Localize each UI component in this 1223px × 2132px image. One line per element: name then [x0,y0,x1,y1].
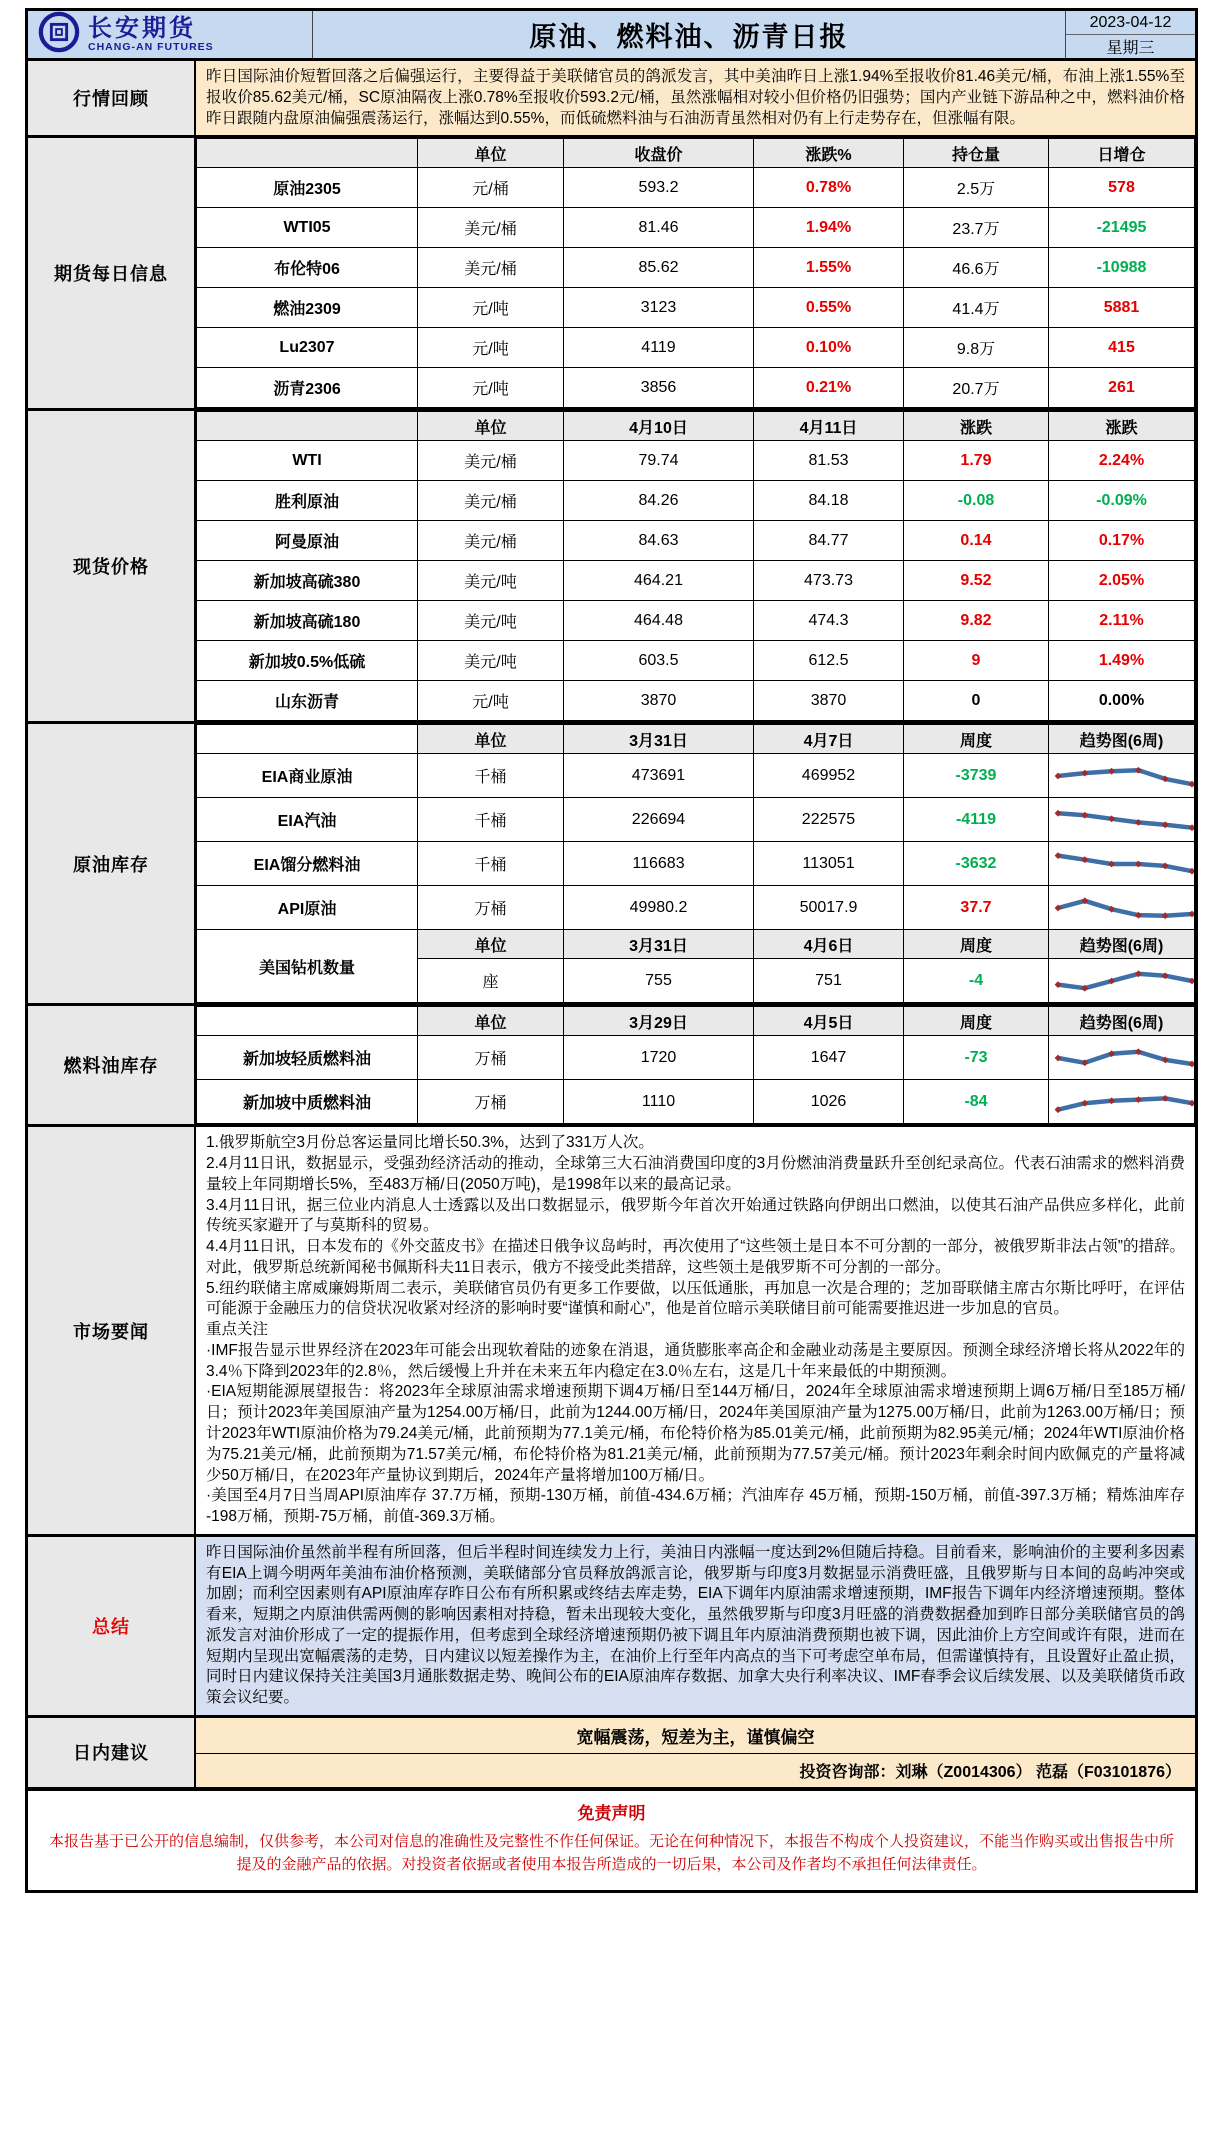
col-header-day1: 3月29日 [564,1007,754,1036]
col-header-oi-change: 日增仓 [1049,139,1195,168]
instrument-name: 新加坡高硫380 [197,561,418,601]
news-paragraph: 4.4月11日讯，日本发布的《外交蓝皮书》在描述日俄争议岛屿时，再次使用了“这些领土是日本不可分割的一部分，被俄罗斯非法占领”的措辞。对此，俄罗斯总统新闻秘书佩斯科夫11日表示，俄方不接受此类措辞，这些领土是俄罗斯不可分割的一部分。 [206,1238,1185,1276]
unit: 美元/桶 [418,481,564,521]
section-label-futures-daily: 期货每日信息 [28,138,196,408]
close-price: 593.2 [564,168,754,208]
instrument-name: 布伦特06 [197,248,418,288]
col-header-day2: 4月6日 [754,930,904,959]
open-interest: 41.4万 [904,288,1049,328]
inventory-name: API原油 [197,886,418,930]
disclaimer-title: 免责声明 [577,1803,646,1823]
change-abs: -0.08 [904,481,1049,521]
unit: 美元/桶 [418,248,564,288]
open-interest: 23.7万 [904,208,1049,248]
table-header-row [197,139,1195,168]
unit: 座 [418,959,564,1003]
unit: 美元/吨 [418,601,564,641]
change-percent: 0.17% [1049,521,1195,561]
col-header-day2: 4月5日 [754,1007,904,1036]
change-percent: 2.05% [1049,561,1195,601]
summary-text: 昨日国际油价虽然前半程有所回落，但后半程时间连续发力上行，美油日内涨幅一度达到2%但随后持稳。目前看来，影响油价的主要利多因素有EIA上调今明两年美油布油价格预测，美联储部分官员释放鸽派言论，俄罗斯与印度3月数据显示消费旺盛，且俄罗斯与日本间的岛屿冲突或加剧；而利空因素则有API原油库存昨日公布有所积累或终结去库走势，EIA下调年内原油需求增速预期，IMF报告下调年内经济增速预期。整体看来，短期之内原油供需两侧的影响因素相对持稳，暂未出现较大变化，虽然俄罗斯与印度3月旺盛的消费数据叠加到昨日部分美联储官员的鸽派发言对油价形成了一定的提振作用，但考虑到全球经济增速预期仍被下调且年内原油消费预期也被下调，因此油价上方空间或许有限，进而在短期内呈现出宽幅震荡的走势，日内建议以短差操作为主，在油价上行至年内高点的当下可考虑空单布局，但需谨慎持有，且设置好止盈止损，同时日内建议保持关注美国3月通胀数据走势、晚间公布的EIA原油库存数据、加拿大央行利率决议、IMF春季会议后续发展、以及美联储货币政策会议纪要。 [196,1537,1195,1715]
section-label-intraday-advice: 日内建议 [28,1718,196,1787]
market-review-text: 昨日国际油价短暂回落之后偏强运行，主要得益于美联储官员的鸽派发言，其中美油昨日上涨1.94%至报收价81.46美元/桶，布油上涨1.55%至报收价85.62美元/桶，SC原油隔夜上涨0.78%至报收价593.2元/桶，虽然涨幅相对较小但价格仍旧强势；国内产业链下游品种之中，燃料油价格昨日跟随内盘原油偏强震荡运行，涨幅达到0.55%，而低硫燃料油与石油沥青虽然相对仍有上行走势存在，但涨幅有限。 [196,61,1195,135]
inventory-name: 新加坡中质燃料油 [197,1080,418,1124]
section-fuel-inventory [28,1003,1195,1124]
news-focus-paragraph: ·IMF报告显示世界经济在2023年可能会出现软着陆的迹象在消退，通货膨胀率高企和金融业动荡是主要原因。预测全球经济增长将从2022年的3.4％下降到2023年的2.8％，然后缓慢上升并在未来五年内稳定在3.0％左右，这是几十年来最低的中期预测。 [206,1341,1185,1380]
col-header-unit: 单位 [418,725,564,754]
unit: 千桶 [418,754,564,798]
instrument-name: 原油2305 [197,168,418,208]
inventory-day1: 226694 [564,798,754,842]
section-summary [28,1534,1195,1715]
coin-logo-icon [38,11,80,58]
col-header-unit: 单位 [418,930,564,959]
unit: 千桶 [418,842,564,886]
weekly-change: 37.7 [904,886,1049,930]
change-percent: 2.11% [1049,601,1195,641]
table-row [197,368,1195,408]
price-day2: 612.5 [754,641,904,681]
daily-oi-change: 5881 [1049,288,1195,328]
close-price: 85.62 [564,248,754,288]
price-day1: 84.26 [564,481,754,521]
trend-chart [1049,842,1195,886]
section-market-news [28,1124,1195,1534]
inventory-day1: 1110 [564,1080,754,1124]
col-header-day1: 4月10日 [564,412,754,441]
section-crude-inventory [28,721,1195,1003]
weekly-change: -84 [904,1080,1049,1124]
price-day2: 474.3 [754,601,904,641]
section-market-review [28,61,1195,135]
table-row [197,561,1195,601]
section-label-crude-inventory: 原油库存 [28,724,196,1003]
col-header-change: 涨跌 [904,412,1049,441]
trend-chart [1049,1036,1195,1080]
trend-chart [1049,1080,1195,1124]
col-header-close: 收盘价 [564,139,754,168]
change-percent: 0.21% [754,368,904,408]
report-sheet [25,8,1198,1893]
inventory-day1: 116683 [564,842,754,886]
unit: 美元/吨 [418,561,564,601]
news-paragraph: 1.俄罗斯航空3月份总客运量同比增长50.3%，达到了331万人次。 [206,1134,654,1152]
price-day1: 603.5 [564,641,754,681]
rig-count-name: 美国钻机数量 [197,930,418,1003]
change-percent: 1.94% [754,208,904,248]
open-interest: 20.7万 [904,368,1049,408]
inventory-name: EIA馏分燃料油 [197,842,418,886]
col-header-change-pct: 涨跌 [1049,412,1195,441]
col-header-unit: 单位 [418,1007,564,1036]
table-row [197,798,1195,842]
instrument-name: 山东沥青 [197,681,418,721]
open-interest: 2.5万 [904,168,1049,208]
table-row [197,886,1195,930]
price-day2: 84.77 [754,521,904,561]
close-price: 3123 [564,288,754,328]
market-news-text [196,1127,1195,1534]
trend-chart [1049,959,1195,1003]
report-date: 2023-04-12 [1066,11,1195,35]
table-row [197,842,1195,886]
price-day1: 3870 [564,681,754,721]
close-price: 81.46 [564,208,754,248]
inventory-name: EIA汽油 [197,798,418,842]
instrument-name: WTI05 [197,208,418,248]
section-label-market-news: 市场要闻 [28,1127,196,1534]
col-header-day2: 4月11日 [754,412,904,441]
unit: 元/吨 [418,328,564,368]
weekly-change: -4 [904,959,1049,1003]
inventory-day2: 113051 [754,842,904,886]
change-abs: 9.52 [904,561,1049,601]
section-label-market-review: 行情回顾 [28,61,196,135]
table-row [197,248,1195,288]
crude-inventory-table [196,724,1195,1003]
daily-oi-change: 261 [1049,368,1195,408]
disclaimer-text: 本报告基于已公开的信息编制，仅供参考，本公司对信息的准确性及完整性不作任何保证。无论在何种情况下，本报告不构成个人投资建议，不能当作购买或出售报告中所提及的金融产品的依据。对投资者依据或者使用本报告所造成的一切后果，本公司及作者均不承担任何法律责任。 [48,1832,1174,1874]
col-header-day1: 3月31日 [564,725,754,754]
table-row [197,481,1195,521]
table-row [197,1036,1195,1080]
unit: 美元/吨 [418,641,564,681]
price-day1: 464.48 [564,601,754,641]
change-percent: 1.55% [754,248,904,288]
inventory-day1: 1720 [564,1036,754,1080]
inventory-day1: 49980.2 [564,886,754,930]
col-header-trend: 趋势图(6周) [1049,1007,1195,1036]
table-row [197,641,1195,681]
section-futures-daily [28,135,1195,408]
disclaimer [28,1787,1195,1891]
change-abs: 0.14 [904,521,1049,561]
price-day2: 3870 [754,681,904,721]
unit: 千桶 [418,798,564,842]
price-day2: 84.18 [754,481,904,521]
table-row [197,168,1195,208]
inventory-name: 新加坡轻质燃料油 [197,1036,418,1080]
company-name: 长安期货 [88,14,196,42]
unit: 元/吨 [418,288,564,328]
unit: 万桶 [418,1080,564,1124]
inventory-name: EIA商业原油 [197,754,418,798]
change-percent: 2.24% [1049,441,1195,481]
price-day2: 473.73 [754,561,904,601]
section-label-fuel-inventory: 燃料油库存 [28,1006,196,1124]
close-price: 4119 [564,328,754,368]
table-row [197,328,1195,368]
section-label-summary: 总结 [28,1537,196,1715]
change-percent: 0.78% [754,168,904,208]
col-header-weekly: 周度 [904,1007,1049,1036]
open-interest: 9.8万 [904,328,1049,368]
futures-table [196,138,1195,408]
col-header-weekly: 周度 [904,930,1049,959]
instrument-name: 新加坡高硫180 [197,601,418,641]
col-header-unit: 单位 [418,139,564,168]
table-row [197,288,1195,328]
intraday-advice-box [196,1718,1195,1787]
daily-oi-change: 578 [1049,168,1195,208]
weekly-change: -4119 [904,798,1049,842]
weekly-change: -3739 [904,754,1049,798]
change-percent: 0.10% [754,328,904,368]
advice-text: 宽幅震荡，短差为主，谨慎偏空 [196,1718,1195,1754]
trend-chart [1049,754,1195,798]
inventory-day2: 1647 [754,1036,904,1080]
section-spot-prices [28,408,1195,721]
unit: 万桶 [418,886,564,930]
col-header [197,725,418,754]
col-header-change-pct: 涨跌% [754,139,904,168]
change-percent: 1.49% [1049,641,1195,681]
trend-chart [1049,886,1195,930]
company-name-en: CHANG-AN FUTURES [88,41,214,54]
change-abs: 9.82 [904,601,1049,641]
weekly-change: -73 [904,1036,1049,1080]
unit: 美元/桶 [418,441,564,481]
inventory-day2: 50017.9 [754,886,904,930]
open-interest: 46.6万 [904,248,1049,288]
news-focus-paragraph: ·EIA短期能源展望报告：将2023年全球原油需求增速预期下调4万桶/日至144万桶/日，2024年全球原油需求增速预期上调6万桶/日至185万桶/日；预计2023年美国原油产量为1254.00万桶/日，此前为1244.00万桶/日，2024年美国原油产量为1275.00万桶/日，此前为1263.00万桶/日；预计2023年WTI原油价格为79.24美元/桶，此前预期为77.1美元/桶，布伦特价格为85.01美元/桶，此前预期为82.95美元/桶；2024年WTI原油价格为75.21美元/桶，此前预期为71.57美元/桶，布伦特价格为81.21美元/桶，此前预期为77.57美元/桶。预计2023年剩余时间内欧佩克的产量将减少50万桶/日，在2023年产量协议到期后，2024年产量将增加100万桶/日。 [206,1383,1185,1484]
price-day1: 464.21 [564,561,754,601]
table-row [197,521,1195,561]
change-abs: 1.79 [904,441,1049,481]
col-header-trend: 趋势图(6周) [1049,930,1195,959]
daily-oi-change: -10988 [1049,248,1195,288]
weekly-change: -3632 [904,842,1049,886]
unit: 美元/桶 [418,208,564,248]
inventory-day2: 1026 [754,1080,904,1124]
trend-chart [1049,798,1195,842]
spot-table [196,411,1195,721]
advisors-text: 投资咨询部：刘琳（Z0014306） 范磊（F03101876） [196,1754,1195,1787]
inventory-day2: 222575 [754,798,904,842]
daily-oi-change: -21495 [1049,208,1195,248]
instrument-name: 阿曼原油 [197,521,418,561]
col-header [197,1007,418,1036]
news-focus-title: 重点关注 [206,1321,269,1339]
table-row [197,1080,1195,1124]
instrument-name: WTI [197,441,418,481]
unit: 万桶 [418,1036,564,1080]
change-percent: 0.55% [754,288,904,328]
section-label-spot-prices: 现货价格 [28,411,196,721]
table-header-row [197,725,1195,754]
instrument-name: 燃油2309 [197,288,418,328]
change-percent: -0.09% [1049,481,1195,521]
daily-oi-change: 415 [1049,328,1195,368]
table-row [197,681,1195,721]
news-paragraph: 3.4月11日讯，据三位业内消息人士透露以及出口数据显示，俄罗斯今年首次开始通过铁路向伊朗出口燃油，以使其石油产品供应多样化，此前传统买家避开了与莫斯科的贸易。 [206,1196,1185,1235]
change-abs: 0 [904,681,1049,721]
inventory-day2: 469952 [754,754,904,798]
price-day1: 84.63 [564,521,754,561]
news-paragraph: 5.纽约联储主席威廉姆斯周二表示，美联储官员仍有更多工作要做，以压低通胀，再加息一次是合理的；芝加哥联储主席古尔斯比呼吁，在评估可能源于金融压力的信贷状况收紧对经济的影响时要“谨慎和耐心”，他是首位暗示美联储目前可能需要推迟进一步加息的官员。 [206,1279,1185,1318]
report-date-box [1065,11,1195,58]
unit: 元/桶 [418,168,564,208]
unit: 元/吨 [418,681,564,721]
section-intraday-advice [28,1715,1195,1787]
change-percent: 0.00% [1049,681,1195,721]
col-header-weekly: 周度 [904,725,1049,754]
table-header-row [197,412,1195,441]
table-row [197,754,1195,798]
table-row-rig-header [197,930,1195,959]
col-header-open-interest: 持仓量 [904,139,1049,168]
col-header-day2: 4月7日 [754,725,904,754]
instrument-name: 胜利原油 [197,481,418,521]
table-row [197,601,1195,641]
instrument-name: Lu2307 [197,328,418,368]
fuel-inventory-table [196,1006,1195,1124]
page-title: 原油、燃料油、沥青日报 [529,22,849,52]
col-header-trend: 趋势图(6周) [1049,725,1195,754]
table-row [197,441,1195,481]
company-logo [28,11,313,58]
unit: 美元/桶 [418,521,564,561]
report-weekday: 星期三 [1106,40,1155,57]
unit: 元/吨 [418,368,564,408]
change-abs: 9 [904,641,1049,681]
price-day2: 81.53 [754,441,904,481]
col-header [197,412,418,441]
col-header [197,139,418,168]
price-day1: 79.74 [564,441,754,481]
col-header-unit: 单位 [418,412,564,441]
news-paragraph: 2.4月11日讯，数据显示，受强劲经济活动的推动，全球第三大石油消费国印度的3月份燃油消费量跃升至创纪录高位。代表石油需求的燃料消费量较上年同期增长5%，至483万桶/日(2050万吨)，是1998年以来的最高记录。 [206,1155,1185,1193]
table-header-row [197,1007,1195,1036]
news-focus-paragraph: ·美国至4月7日当周API原油库存 37.7万桶，预期-130万桶，前值-434.6万桶；汽油库存 45万桶，预期-150万桶，前值-397.3万桶；精炼油库存 -198万桶，预期-75万桶，前值-369.3万桶。 [206,1487,1185,1526]
rig-count-day2: 751 [754,959,904,1003]
rig-count-day1: 755 [564,959,754,1003]
table-row [197,208,1195,248]
inventory-day1: 473691 [564,754,754,798]
col-header-day1: 3月31日 [564,930,754,959]
close-price: 3856 [564,368,754,408]
report-header [28,11,1195,61]
instrument-name: 新加坡0.5%低硫 [197,641,418,681]
instrument-name: 沥青2306 [197,368,418,408]
